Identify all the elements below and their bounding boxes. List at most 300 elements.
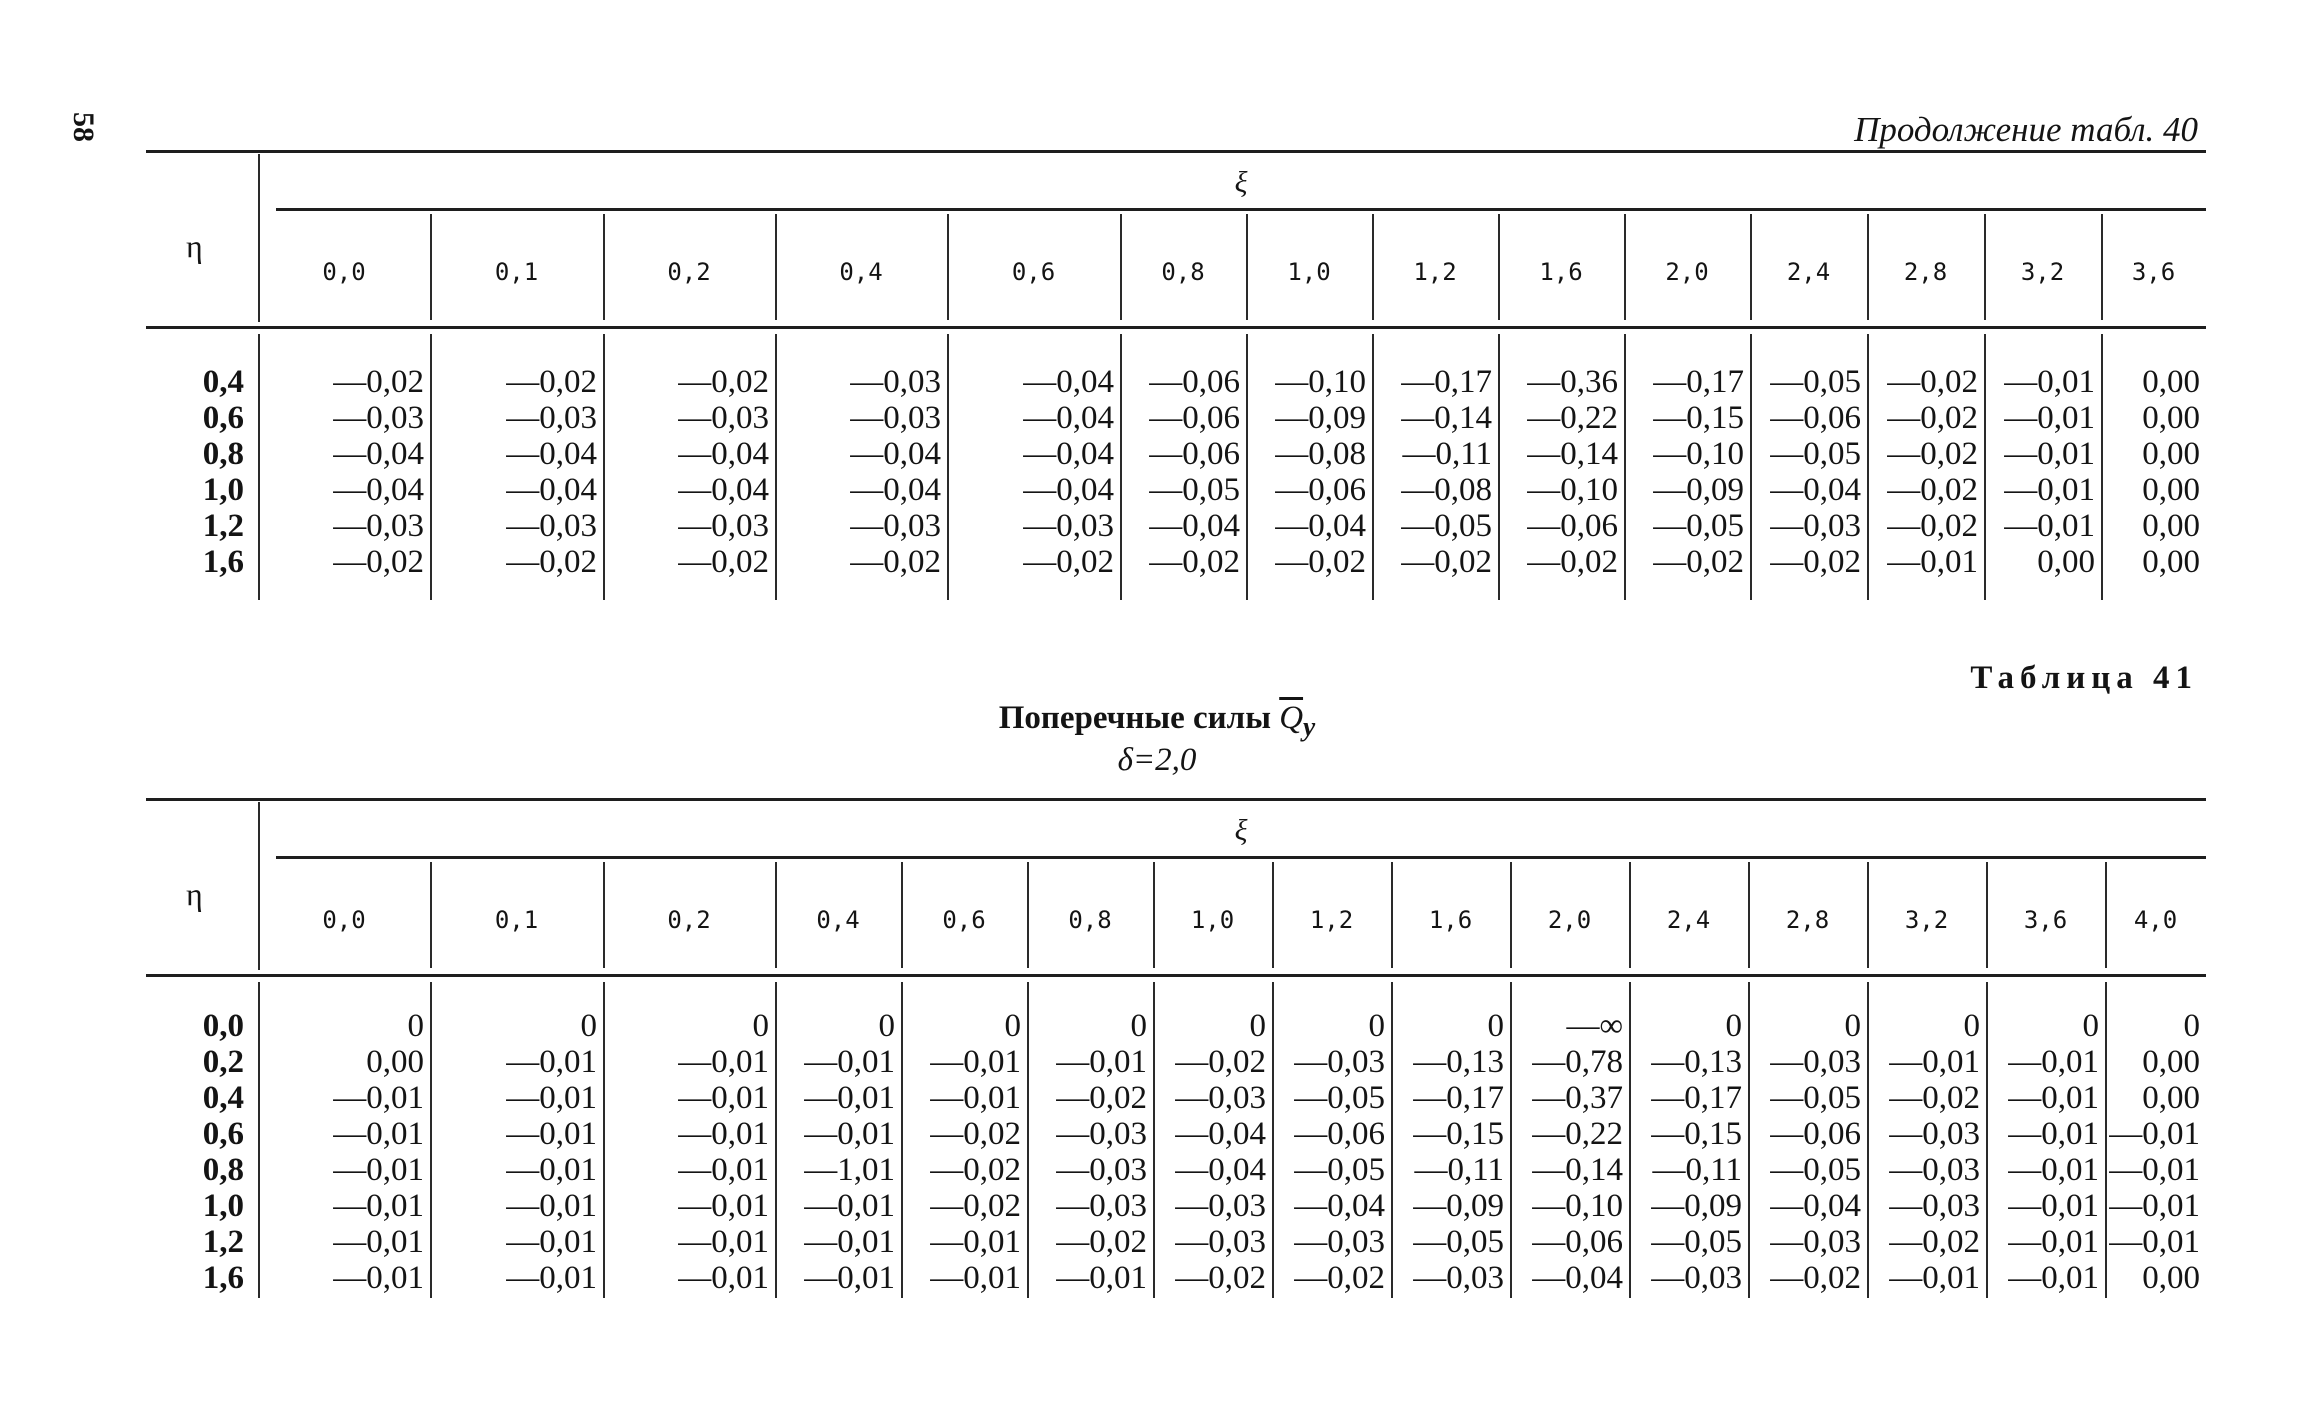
table-cell: —0,01	[678, 1260, 769, 1296]
table-cell: —1,01	[804, 1152, 895, 1188]
column-header: 2,8	[1903, 258, 1948, 286]
table-cell: —0,10	[1532, 1188, 1623, 1224]
table-cell: —0,04	[678, 472, 769, 508]
table-cell: —0,03	[1056, 1188, 1147, 1224]
xi-underline	[276, 856, 2206, 859]
table-cell: —0,05	[1149, 472, 1240, 508]
page-number: 58	[67, 112, 100, 142]
eta-value: 0,0	[202, 1008, 244, 1044]
table-cell: —0,02	[1023, 544, 1114, 580]
continuation-caption: Продолжение табл. 40	[1854, 110, 2198, 149]
table-cell: 0,00	[2142, 544, 2200, 580]
table-cell: —0,02	[1887, 436, 1978, 472]
table-41-number: Таблица 41	[1970, 660, 2198, 696]
table-cell: 0,00	[2037, 544, 2095, 580]
table-cell: 0	[2082, 1008, 2099, 1044]
table-cell: —0,11	[1402, 436, 1492, 472]
value-column	[1867, 1008, 1986, 1296]
table-cell: —0,01	[333, 1224, 424, 1260]
table-cell: —0,05	[1770, 436, 1861, 472]
table-cell: —0,13	[1413, 1044, 1504, 1080]
table-cell: —0,01	[333, 1080, 424, 1116]
table-cell: —0,06	[1770, 400, 1861, 436]
value-column	[1027, 1008, 1153, 1296]
column-header: 0,4	[839, 258, 883, 286]
table-cell: —0,03	[1175, 1224, 1266, 1260]
table-cell: 0	[1130, 1008, 1147, 1044]
eta-value: 0,6	[202, 400, 244, 436]
table-cell: —0,05	[1294, 1152, 1385, 1188]
table-cell: —0,01	[678, 1224, 769, 1260]
table-cell: —0,04	[1275, 508, 1366, 544]
table-cell: —0,04	[333, 436, 424, 472]
eta-value: 0,2	[202, 1044, 244, 1080]
table-cell: —0,03	[1770, 1044, 1861, 1080]
xi-label: ξ	[1234, 166, 1248, 199]
top-rule	[146, 798, 2206, 801]
value-column	[1986, 1008, 2105, 1296]
table-cell: —0,02	[1887, 400, 1978, 436]
value-column	[258, 1008, 430, 1296]
table-cell: —0,01	[506, 1116, 597, 1152]
value-column	[1984, 364, 2101, 580]
table-cell: —0,01	[506, 1044, 597, 1080]
table-cell: —0,02	[1770, 544, 1861, 580]
table-cell: —0,01	[2008, 1152, 2099, 1188]
table-cell: —0,02	[1887, 364, 1978, 400]
table-cell: —0,03	[850, 508, 941, 544]
table-cell: —0,01	[678, 1188, 769, 1224]
table-cell: —0,04	[1770, 1188, 1861, 1224]
table-cell: —0,01	[506, 1080, 597, 1116]
table-cell: —0,06	[1149, 436, 1240, 472]
table-cell: —0,36	[1527, 364, 1618, 400]
value-column	[430, 364, 603, 580]
table-cell: —0,14	[1527, 436, 1618, 472]
table-41-subtitle: δ=2,0	[1117, 742, 1197, 778]
table-cell: —0,02	[678, 364, 769, 400]
table-cell: —0,04	[506, 436, 597, 472]
table-cell: —0,17	[1653, 364, 1744, 400]
table-cell: —0,06	[1294, 1116, 1385, 1152]
table-cell: —0,03	[1889, 1188, 1980, 1224]
table-cell: —0,02	[678, 544, 769, 580]
table-cell: —0,01	[506, 1260, 597, 1296]
table-cell: 0,00	[2142, 400, 2200, 436]
table-cell: —0,01	[804, 1044, 895, 1080]
top-rule	[146, 150, 2206, 153]
table-cell: —0,05	[1651, 1224, 1742, 1260]
eta-value: 0,8	[202, 1152, 244, 1188]
table-cell: —0,04	[850, 436, 941, 472]
eta-value: 1,6	[202, 544, 244, 580]
value-column	[1372, 364, 1498, 580]
value-column	[1120, 364, 1246, 580]
table-cell: —0,05	[1401, 508, 1492, 544]
column-header: 2,4	[1786, 258, 1831, 286]
column-header: 2,0	[1665, 258, 1709, 286]
table-cell: —0,10	[1527, 472, 1618, 508]
table-cell: 0,00	[2142, 508, 2200, 544]
table-cell: 0	[1249, 1008, 1266, 1044]
table-cell: —0,02	[506, 544, 597, 580]
table-cell: 0	[1963, 1008, 1980, 1044]
table-cell: —0,01	[1056, 1044, 1147, 1080]
table-cell: —0,06	[1532, 1224, 1623, 1260]
table-cell: —0,02	[1887, 472, 1978, 508]
table-cell: —0,78	[1532, 1044, 1623, 1080]
column-header: 3,6	[2131, 258, 2176, 286]
value-column	[2105, 1008, 2206, 1296]
column-header: 2,0	[1547, 906, 1592, 934]
table-cell: —0,03	[506, 508, 597, 544]
eta-value: 1,2	[202, 1224, 244, 1260]
table-cell: —0,05	[1770, 1080, 1861, 1116]
table-cell: 0	[1368, 1008, 1385, 1044]
table-cell: —0,02	[930, 1116, 1021, 1152]
table-cell: —0,01	[804, 1260, 895, 1296]
table-cell: —0,09	[1653, 472, 1744, 508]
eta-value: 1,0	[202, 472, 244, 508]
table-cell: —0,06	[1149, 364, 1240, 400]
table-cell: —0,04	[1294, 1188, 1385, 1224]
table-cell: —0,01	[2109, 1116, 2200, 1152]
table-cell: —0,01	[2109, 1224, 2200, 1260]
table-cell: —0,03	[1056, 1152, 1147, 1188]
column-header: 0,2	[667, 906, 711, 934]
table-cell: —0,03	[333, 508, 424, 544]
table-cell: 0	[878, 1008, 895, 1044]
value-column	[1498, 364, 1624, 580]
table-cell: —0,01	[1889, 1260, 1980, 1296]
table-cell: —0,01	[2109, 1152, 2200, 1188]
table-cell: —0,03	[1056, 1116, 1147, 1152]
table-cell: —0,03	[850, 400, 941, 436]
table-cell: —0,15	[1653, 400, 1744, 436]
table-cell: —0,01	[1887, 544, 1978, 580]
value-column	[1629, 1008, 1748, 1296]
table-cell: —0,01	[333, 1188, 424, 1224]
xi-label: ξ	[1234, 814, 1248, 847]
table-cell: —0,02	[1149, 544, 1240, 580]
table-cell: —0,11	[1652, 1152, 1742, 1188]
column-header: 1,2	[1309, 906, 1354, 934]
value-column	[1867, 364, 1984, 580]
value-column	[1750, 364, 1867, 580]
eta-value: 0,4	[202, 1080, 244, 1116]
table-cell: —0,13	[1651, 1044, 1742, 1080]
column-header: 0,1	[494, 258, 539, 286]
table-cell: —0,01	[678, 1080, 769, 1116]
header-bottom-rule	[146, 974, 2206, 977]
table-cell: —0,03	[678, 400, 769, 436]
column-header: 3,2	[2020, 258, 2065, 286]
table-cell: —0,22	[1532, 1116, 1623, 1152]
value-column	[901, 1008, 1027, 1296]
table-cell: —0,02	[1175, 1260, 1266, 1296]
value-column	[603, 1008, 775, 1296]
column-header: 0,2	[667, 258, 711, 286]
value-column	[1510, 1008, 1629, 1296]
table-cell: —0,05	[1294, 1080, 1385, 1116]
table-cell: —0,14	[1532, 1152, 1623, 1188]
table-cell: —0,01	[930, 1224, 1021, 1260]
table-cell: —0,01	[804, 1080, 895, 1116]
table-cell: 0,00	[366, 1044, 424, 1080]
table-cell: —0,02	[1175, 1044, 1266, 1080]
column-header: 3,2	[1904, 906, 1949, 934]
table-cell: —0,01	[2008, 1224, 2099, 1260]
table-cell: —0,04	[1175, 1152, 1266, 1188]
table-cell: —0,03	[1294, 1224, 1385, 1260]
table-cell: —0,02	[333, 364, 424, 400]
table-cell: —0,01	[930, 1260, 1021, 1296]
table-cell: —0,03	[1175, 1188, 1266, 1224]
column-header: 1,6	[1539, 258, 1583, 286]
table-cell: —0,17	[1401, 364, 1492, 400]
table-cell: —0,02	[506, 364, 597, 400]
table-cell: 0	[580, 1008, 597, 1044]
table-cell: —0,01	[930, 1044, 1021, 1080]
table-cell: 0	[407, 1008, 424, 1044]
table-cell: 0	[1487, 1008, 1504, 1044]
table-41	[146, 798, 2206, 1298]
table-cell: —0,09	[1275, 400, 1366, 436]
value-column	[1153, 1008, 1272, 1296]
table-cell: —0,02	[1889, 1080, 1980, 1116]
value-column	[1748, 1008, 1867, 1296]
table-cell: —0,08	[1275, 436, 1366, 472]
q-symbol-subscript: y	[1303, 710, 1316, 742]
value-column	[1272, 1008, 1391, 1296]
table-cell: —0,22	[1527, 400, 1618, 436]
value-column	[603, 364, 775, 580]
table-cell: —0,01	[333, 1116, 424, 1152]
table-cell: —0,01	[333, 1260, 424, 1296]
table-cell: —0,14	[1401, 400, 1492, 436]
table-cell: —0,04	[1149, 508, 1240, 544]
value-column	[1624, 364, 1750, 580]
table-cell: —0,01	[2004, 508, 2095, 544]
table-cell: —0,02	[1653, 544, 1744, 580]
table-cell: —0,01	[678, 1044, 769, 1080]
table-cell: —0,17	[1413, 1080, 1504, 1116]
table-cell: —0,02	[1770, 1260, 1861, 1296]
eta-value: 1,6	[202, 1260, 244, 1296]
table-cell: —0,04	[1532, 1260, 1623, 1296]
value-column	[775, 364, 947, 580]
table-cell: —0,05	[1653, 508, 1744, 544]
column-header: 0,6	[942, 906, 986, 934]
column-header: 1,0	[1190, 906, 1235, 934]
table-cell: —0,04	[1023, 436, 1114, 472]
eta-label: η	[186, 228, 203, 264]
table-cell: —0,03	[1413, 1260, 1504, 1296]
table-cell: —0,03	[1023, 508, 1114, 544]
table-cell: —0,04	[1175, 1116, 1266, 1152]
table-cell: —0,04	[850, 472, 941, 508]
column-header: 3,6	[2023, 906, 2068, 934]
table-cell: —0,04	[678, 436, 769, 472]
column-header: 0,0	[322, 906, 366, 934]
table-cell: —0,03	[1651, 1260, 1742, 1296]
value-column	[258, 364, 430, 580]
table-cell: —0,10	[1653, 436, 1744, 472]
table-cell: —0,04	[333, 472, 424, 508]
table-cell: —0,05	[1770, 364, 1861, 400]
column-header: 1,6	[1428, 906, 1473, 934]
value-column	[775, 1008, 901, 1296]
table-cell: —0,01	[506, 1224, 597, 1260]
table-cell: —0,01	[2008, 1260, 2099, 1296]
eta-column	[146, 1008, 244, 1296]
table-cell: —0,04	[1023, 472, 1114, 508]
table-cell: —0,02	[1056, 1224, 1147, 1260]
table-41-title	[0, 700, 2314, 743]
table-cell: —0,03	[850, 364, 941, 400]
table-cell: —0,02	[333, 544, 424, 580]
table-41-title-text: Поперечные силы	[998, 700, 1271, 736]
table-cell: —∞	[1566, 1008, 1623, 1044]
table-cell: —0,08	[1401, 472, 1492, 508]
eta-value: 0,8	[202, 436, 244, 472]
column-header: 4,0	[2133, 906, 2178, 934]
table-cell: —0,01	[678, 1116, 769, 1152]
table-cell: 0	[2183, 1008, 2200, 1044]
table-cell: —0,03	[1770, 1224, 1861, 1260]
column-header: 1,2	[1413, 258, 1457, 286]
table-cell: —0,01	[2008, 1188, 2099, 1224]
table-cell: 0	[1004, 1008, 1021, 1044]
table-cell: —0,01	[2008, 1044, 2099, 1080]
table-cell: 0,00	[2142, 364, 2200, 400]
table-cell: —0,01	[2008, 1116, 2099, 1152]
column-header: 0,6	[1011, 258, 1056, 286]
eta-value: 1,2	[202, 508, 244, 544]
table-cell: —0,06	[1527, 508, 1618, 544]
column-header: 2,8	[1785, 906, 1830, 934]
table-cell: —0,06	[1770, 1116, 1861, 1152]
value-column	[2101, 364, 2206, 580]
table-cell: —0,02	[1401, 544, 1492, 580]
table-cell: —0,01	[506, 1188, 597, 1224]
table-cell: —0,01	[804, 1224, 895, 1260]
eta-column	[146, 364, 244, 580]
table-cell: 0,00	[2142, 472, 2200, 508]
column-header: 0,0	[322, 258, 366, 286]
column-header: 0,8	[1161, 258, 1205, 286]
value-column	[1246, 364, 1372, 580]
table-cell: —0,02	[1527, 544, 1618, 580]
table-cell: —0,01	[1889, 1044, 1980, 1080]
table-cell: —0,01	[804, 1116, 895, 1152]
column-header: 2,4	[1666, 906, 1711, 934]
table-cell: —0,03	[1889, 1152, 1980, 1188]
column-header: 0,4	[816, 906, 860, 934]
table-cell: —0,03	[678, 508, 769, 544]
table-cell: —0,05	[1413, 1224, 1504, 1260]
table-cell: —0,15	[1413, 1116, 1504, 1152]
eta-label: η	[186, 876, 203, 912]
table-cell: 0,00	[2142, 436, 2200, 472]
table-cell: —0,02	[1294, 1260, 1385, 1296]
table-cell: —0,02	[930, 1188, 1021, 1224]
table-40	[146, 150, 2206, 610]
table-cell: —0,01	[2008, 1080, 2099, 1116]
table-cell: —0,11	[1414, 1152, 1504, 1188]
table-cell: —0,15	[1651, 1116, 1742, 1152]
table-cell: —0,04	[1023, 364, 1114, 400]
table-cell: 0,00	[2142, 1044, 2200, 1080]
table-cell: —0,02	[1056, 1080, 1147, 1116]
table-cell: —0,01	[2004, 472, 2095, 508]
table-cell: —0,04	[1023, 400, 1114, 436]
table-cell: 0	[1725, 1008, 1742, 1044]
table-cell: 0,00	[2142, 1260, 2200, 1296]
eta-value: 1,0	[202, 1188, 244, 1224]
table-cell: —0,09	[1651, 1188, 1742, 1224]
table-cell: —0,01	[804, 1188, 895, 1224]
table-cell: —0,04	[1770, 472, 1861, 508]
table-cell: —0,01	[2004, 400, 2095, 436]
table-cell: —0,01	[333, 1152, 424, 1188]
table-cell: —0,06	[1149, 400, 1240, 436]
table-cell: —0,03	[1889, 1116, 1980, 1152]
table-cell: —0,03	[1175, 1080, 1266, 1116]
table-cell: —0,03	[506, 400, 597, 436]
value-column	[947, 364, 1120, 580]
table-cell: —0,02	[1887, 508, 1978, 544]
column-header: 0,8	[1068, 906, 1112, 934]
table-cell: —0,03	[1294, 1044, 1385, 1080]
table-cell: —0,03	[1770, 508, 1861, 544]
value-column	[430, 1008, 603, 1296]
table-cell: —0,02	[1889, 1224, 1980, 1260]
table-cell: —0,17	[1651, 1080, 1742, 1116]
table-cell: —0,37	[1532, 1080, 1623, 1116]
table-cell: —0,01	[506, 1152, 597, 1188]
q-symbol: $\overline{Q}$	[1279, 700, 1304, 736]
column-divider	[258, 802, 260, 970]
header-bottom-rule	[146, 326, 2206, 329]
table-cell: —0,01	[2004, 436, 2095, 472]
table-cell: —0,01	[930, 1080, 1021, 1116]
column-header: 0,1	[494, 906, 539, 934]
value-column	[1391, 1008, 1510, 1296]
xi-underline	[276, 208, 2206, 211]
table-cell: —0,01	[1056, 1260, 1147, 1296]
table-cell: —0,06	[1275, 472, 1366, 508]
table-cell: —0,03	[333, 400, 424, 436]
table-cell: 0,00	[2142, 1080, 2200, 1116]
table-cell: —0,02	[930, 1152, 1021, 1188]
eta-value: 0,4	[202, 364, 244, 400]
table-cell: —0,01	[2109, 1188, 2200, 1224]
column-divider	[258, 154, 260, 322]
table-cell: —0,04	[506, 472, 597, 508]
table-cell: —0,09	[1413, 1188, 1504, 1224]
table-cell: 0	[1844, 1008, 1861, 1044]
eta-value: 0,6	[202, 1116, 244, 1152]
table-cell: 0	[752, 1008, 769, 1044]
table-cell: —0,05	[1770, 1152, 1861, 1188]
table-cell: —0,10	[1275, 364, 1366, 400]
table-cell: —0,01	[2004, 364, 2095, 400]
table-cell: —0,01	[678, 1152, 769, 1188]
column-header: 1,0	[1287, 258, 1331, 286]
table-cell: —0,02	[850, 544, 941, 580]
table-cell: —0,02	[1275, 544, 1366, 580]
